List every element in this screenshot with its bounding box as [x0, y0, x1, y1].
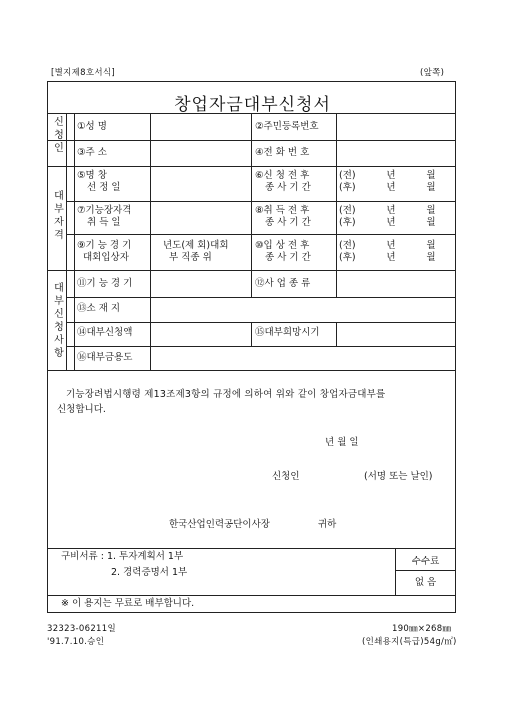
- page-side-label: (앞쪽): [420, 68, 445, 78]
- field-label-address: ③주 소: [77, 147, 107, 158]
- fee-value: 없 음: [414, 577, 437, 588]
- applicant-signature-label: 신청인: [272, 471, 300, 482]
- field-label-desired-time: ⑮대부희망시기: [255, 327, 320, 338]
- statement-text-line2: 신청합니다.: [57, 404, 106, 415]
- field-label-business-type: ⑫사 업 종 류: [255, 278, 311, 289]
- field-label-contest-winner: ⑨기 능 경 기 대회입상자: [77, 240, 132, 263]
- free-distribution-note: ※ 이 용지는 무료로 배부합니다.: [61, 598, 195, 609]
- group-label-applicant: 신 청 인: [54, 117, 64, 154]
- field-label-work-period-acquire: ⑧취 득 전 후 종 사 기 간: [255, 205, 311, 228]
- approval-date: '91.7.10.승인: [47, 637, 105, 647]
- attachments-label: 구비서류 : 1. 투자계획서 1부: [61, 551, 184, 562]
- field-label-license-date: ⑦기능장자격 취 득 일: [77, 205, 132, 228]
- paper-spec: (인쇄용지(특급)54g/㎡): [362, 637, 457, 647]
- field-label-skill: ⑪기 능 경 기: [77, 278, 133, 289]
- paper-size: 190㎜×268㎜: [392, 624, 452, 634]
- field-label-phone: ④전 화 번 호: [255, 147, 310, 158]
- recipient-honorific: 귀하: [318, 519, 337, 530]
- period-values-award: (전) 년 월 (후) 년 월: [339, 240, 436, 263]
- page-title: 창업자금대부신청서: [174, 95, 331, 115]
- field-contest-detail: 년도(제 회)대회 부 직종 위: [163, 240, 229, 263]
- signature-hint: (서명 또는 날인): [364, 471, 433, 482]
- field-label-work-period-application: ⑥신 청 전 후 종 사 기 간: [255, 170, 311, 193]
- field-label-location: ⑬소 재 지: [77, 303, 121, 314]
- form-number: [별지제8호서식]: [51, 68, 116, 78]
- period-values-application: (전) 년 월 (후) 년 월: [339, 170, 436, 193]
- field-label-loan-amount: ⑭대부신청액: [77, 327, 133, 338]
- period-values-acquire: (전) 년 월 (후) 년 월: [339, 205, 436, 228]
- field-label-name: ①성 명: [77, 121, 107, 132]
- recipient: 한국산업인력공단이사장: [169, 519, 270, 530]
- application-date: 년 월 일: [325, 437, 359, 448]
- group-label-loan-qualification: 대 부 자 격: [54, 191, 64, 241]
- field-label-rrn: ②주민등록번호: [255, 121, 319, 132]
- field-label-loan-purpose: ⑯대부금용도: [77, 352, 133, 363]
- group-label-loan-details: 대 부 신 청 사 항: [54, 283, 64, 359]
- fee-label: 수수료: [411, 556, 440, 567]
- form-code: 32323-06211일: [47, 624, 116, 634]
- field-label-work-period-award: ⑩입 상 전 후 종 사 기 간: [255, 240, 311, 263]
- field-label-award-date: ⑤명 창 선 정 일: [77, 170, 121, 193]
- attachment-item-2: 2. 경력증명서 1부: [111, 567, 188, 578]
- statement-text-line1: 기능장려법시행령 제13조제3항의 규정에 의하여 위와 같이 창업자금대부를: [66, 389, 386, 400]
